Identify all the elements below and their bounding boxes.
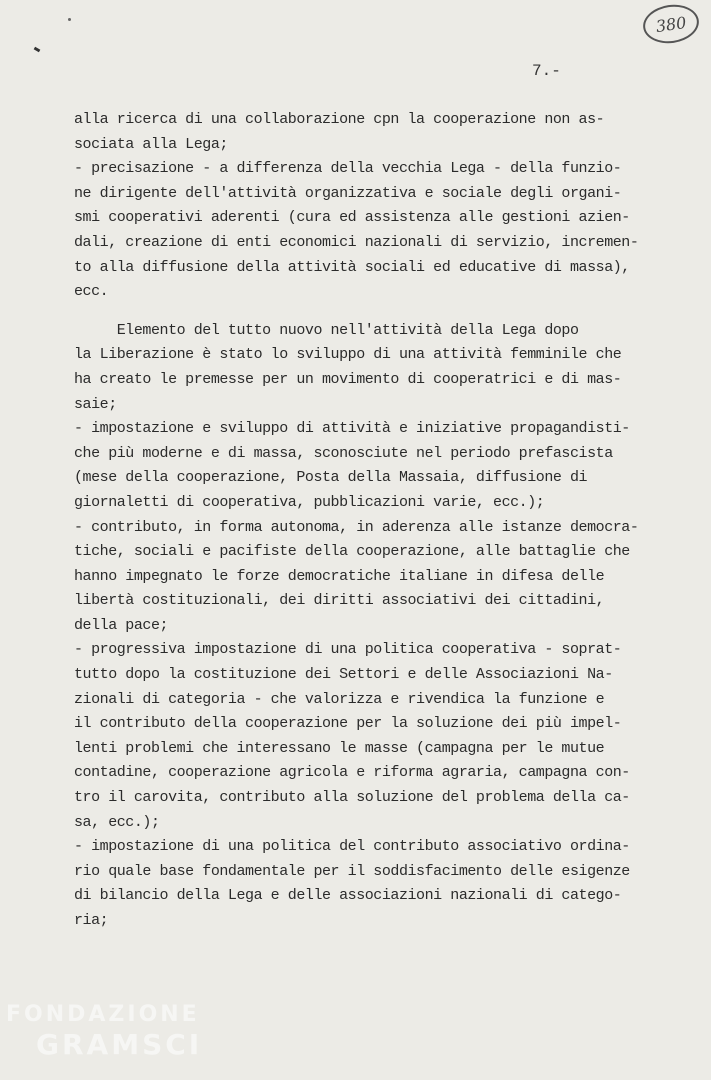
text-line: ria; — [74, 912, 109, 929]
text-line: libertà costituzionali, dei diritti associativi dei cittadini, — [74, 592, 605, 610]
archive-stamp — [641, 1, 702, 46]
text-line: tro il carovita, contributo alla soluzione del problema della ca- — [74, 789, 630, 807]
text-line: giornaletti di cooperativa, pubblicazioni varie, ecc.); — [74, 493, 545, 511]
text-line: il contributo della cooperazione per la soluzione dei più impel- — [74, 715, 622, 733]
text-line: ne dirigente dell'attività organizzativa e sociale degli organi- — [74, 184, 622, 202]
text-line: - progressiva impostazione di una politica cooperativa - soprat- — [74, 641, 622, 659]
text-line: - impostazione di una politica del contributo associativo ordina- — [74, 838, 630, 856]
watermark-line-1: FONDAZIONE — [6, 1002, 200, 1027]
text-line: della pace; — [74, 616, 169, 634]
text-line: (mese della cooperazione, Posta della Massaia, diffusione di — [74, 469, 588, 487]
text-line: ecc. — [74, 283, 109, 301]
text-line: - impostazione e sviluppo di attività e iniziative propagandisti- — [74, 420, 630, 438]
text-line: tutto dopo la costituzione dei Settori e delle Associazioni Na- — [74, 666, 613, 684]
text-line: hanno impegnato le forze democratiche italiane in difesa delle — [74, 567, 605, 585]
text-line: di bilancio della Lega e delle associazioni nazionali di catego- — [74, 887, 622, 905]
archive-stamp-number: 380 — [654, 12, 688, 36]
text-line: saie; — [74, 395, 117, 413]
page-number: 7.- — [532, 62, 561, 80]
text-line: tiche, sociali e pacifiste della cooperazione, alle battaglie che — [74, 543, 630, 561]
ink-mark — [34, 47, 41, 53]
paragraph-gap — [74, 305, 654, 319]
text-line: - precisazione - a differenza della vecchia Lega - della funzio- — [74, 160, 622, 178]
text-line: dali, creazione di enti economici nazionali di servizio, incremen- — [74, 233, 639, 251]
text-line: la Liberazione è stato lo sviluppo di una attività femminile che — [74, 346, 622, 364]
text-line: to alla diffusione della attività sociali ed educative di massa), — [74, 258, 630, 276]
watermark-line-2: GRAMSCI — [36, 1028, 203, 1061]
text-line: contadine, cooperazione agricola e riforma agraria, campagna con- — [74, 764, 630, 782]
text-line: zionali di categoria - che valorizza e rivendica la funzione e — [74, 690, 605, 708]
text-line: smi cooperativi aderenti (cura ed assistenza alle gestioni azien- — [74, 209, 630, 227]
typed-text-body — [74, 108, 654, 934]
text-line: rio quale base fondamentale per il soddisfacimento delle esigenze — [74, 862, 630, 880]
text-line: lenti problemi che interessano le masse (campagna per le mutue — [74, 739, 605, 757]
text-line: sociata alla Lega; — [74, 135, 228, 153]
text-line: alla ricerca di una collaborazione cpn la cooperazione non as- — [74, 111, 605, 128]
text-line: ha creato le premesse per un movimento di cooperatrici e di mas- — [74, 370, 622, 388]
fondazione-gramsci-watermark — [6, 1000, 202, 1060]
text-line: che più moderne e di massa, sconosciute nel periodo prefascista — [74, 444, 613, 462]
text-line: - contributo, in forma autonoma, in aderenza alle istanze democra- — [74, 518, 639, 536]
ink-speck — [68, 18, 71, 21]
text-line: sa, ecc.); — [74, 813, 160, 831]
text-line: Elemento del tutto nuovo nell'attività della Lega dopo — [74, 321, 579, 339]
